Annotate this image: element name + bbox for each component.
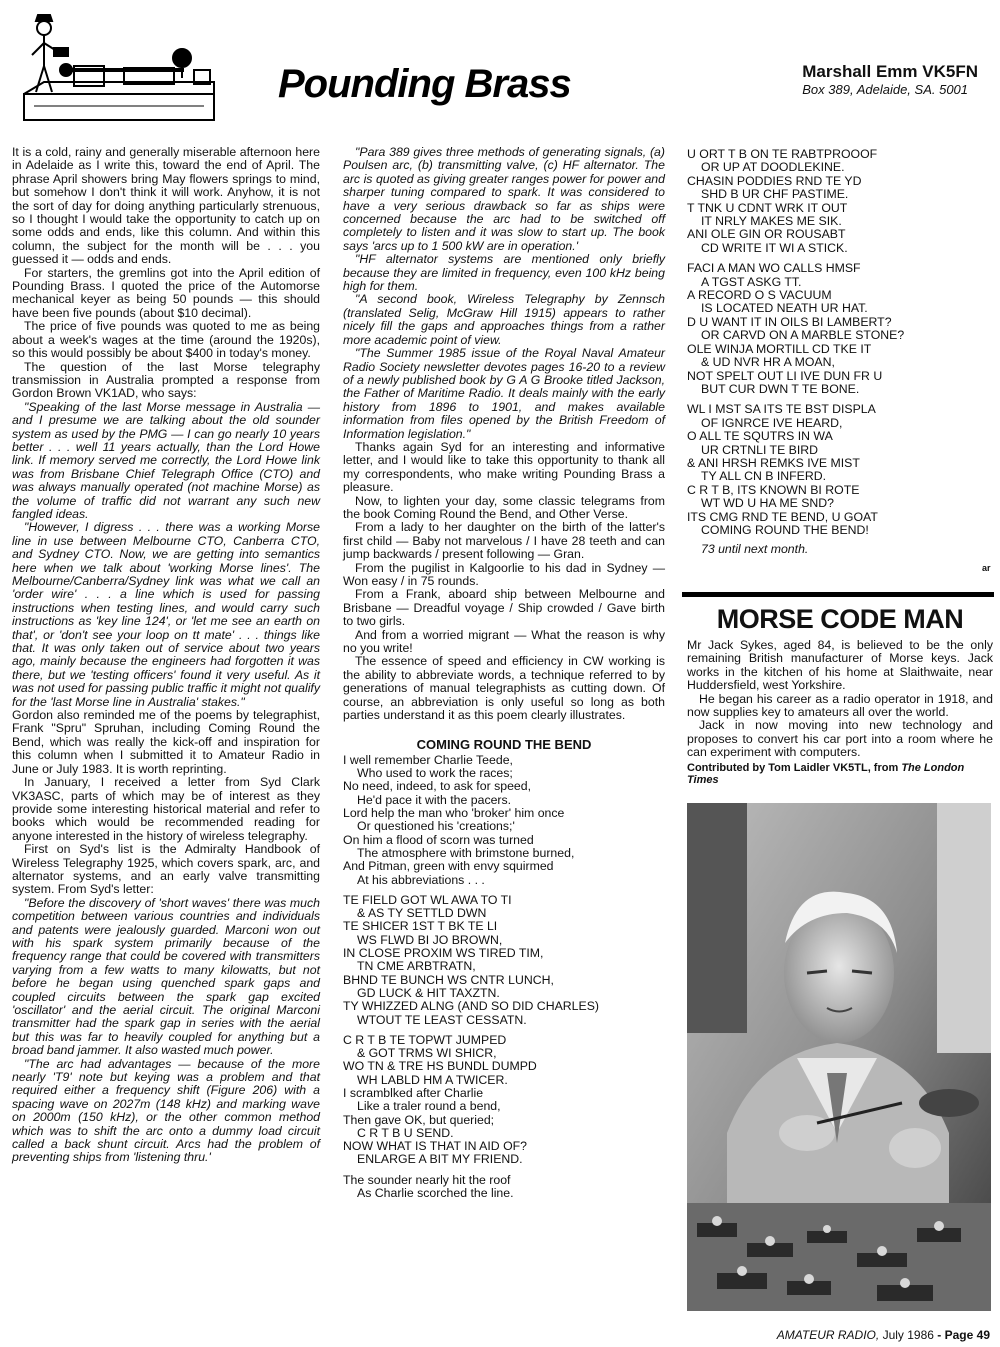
poem-line: TY ALL CN B INFERD. (701, 469, 827, 484)
page-footer: AMATEUR RADIO, July 1986 - Page 49 (776, 1328, 990, 1342)
paragraph: In January, I received a letter from Syd Clark VK3ASC, parts of which may be of interest as they provide some interesting historical material and refer to books which would be recommended reading for anyone interested in the history of wireless telegraphy. (12, 775, 320, 843)
poem-line: TE FIELD GOT WL AWA TO TI (343, 892, 512, 907)
poem-continued (687, 148, 993, 537)
paragraph: And from a worried migrant — What the reason is why no you write! (343, 627, 665, 656)
paragraph: For starters, the gremlins got into the April edition of Pounding Brass. I quoted the price of the Automorse mechanical keyer as being 50 pounds — this should have been five pounds (about $10 decimal). (12, 265, 320, 320)
poem-line: A RECORD O S VACUUM (687, 288, 832, 303)
poem-line: TE SHICER 1ST T BK TE LI (343, 919, 498, 934)
poem-line: NOW WHAT IS THAT IN AID OF? (343, 1139, 528, 1154)
paragraph: The essence of speed and efficiency in CW working is the ability to abbreviate words, a technique referred to by generations of manual telegraphists as cutting down. Of course, an abbreviation is only useful so long as both parties understand it as this poem clearly illustrates. (343, 654, 665, 723)
poem-line: GD LUCK & HIT TAXZTN. (357, 985, 500, 1000)
poem-line: OLE WINJA MORTILL CD TKE IT (687, 341, 872, 356)
poem-line: And Pitman, green with envy squirmed (343, 859, 554, 874)
poem-line: & ANI HRSH REMKS IVE MIST (687, 455, 860, 470)
poem-line: I well remember Charlie Teede, (343, 752, 513, 767)
poem-line: On him a flood of scorn was turned (343, 832, 534, 847)
poem-line: ANI OLE GIN OR ROUSABT (687, 227, 846, 242)
poem-line: I scramblked after Charlie (343, 1086, 484, 1100)
poem-line: Or questioned his 'creations;' (357, 819, 515, 834)
paragraph: He began his career as a radio operator in 1918, and now supplies key to amateurs all over the world. (687, 691, 993, 720)
quote-paragraph: "The arc had advantages — because of the more nearly 'T9' note but keying was a problem and that required either a frequency shift (Figure 206) with a spacing wave on 2027m (148 kHz) and marking wave on 2000m (150 kHz), or the other common method which was to shift the arc onto a dummy load circuit called a back shunt circuit. Arcs had the problem of preventing ships from 'listening thru.' (12, 1056, 320, 1165)
poem-line: The atmosphere with brimstone burned, (357, 845, 575, 860)
poem-line: ITS CMG RND TE BEND, U GOAT (687, 509, 878, 524)
poem-line: WS FLWD BI JO BROWN, (357, 932, 503, 947)
poem-line: U ORT T B ON TE RABTPROOOF (687, 147, 878, 161)
quote-paragraph: "A second book, Wireless Telegraphy by Zennsch (translated Selig, McGraw Hill 1915) appears to rather nicely fill the gaps and approaches things from a rather more academic point of view. (343, 292, 665, 347)
author-name: Marshall Emm VK5FN (802, 62, 978, 81)
poem-line: WT WD U HA ME SND? (701, 496, 834, 511)
poem-line: C R T B TE TOPWT JUMPED (343, 1032, 507, 1047)
credit-text: Contributed by Tom Laidler VK5TL, from (687, 761, 899, 774)
poem-title: COMING ROUND THE BEND (416, 737, 592, 753)
poem-line: C R T B U SEND. (357, 1125, 454, 1140)
poem-line: CHASIN PODDIES RND TE YD (687, 173, 862, 188)
quote-paragraph: "Before the discovery of 'short waves' there was much competition between various countries and individuals and patents were jealously guarded. Marconi won out with his spark system primarily because of the frequency range that could be covered with transmitters varying from a few watts to many kilowatts, but not before he began using quenched spark gaps and coupled circuits between the spark gap excited 'oscillator' and the aerial circuit. The original Marconi transmitter had the spark gap in series with the aerial but this was far to heavily coupled for anything but a broad band jammer. It also wasted much power. (12, 895, 320, 1058)
poem-line: ENLARGE A BIT MY FRIEND. (357, 1152, 523, 1167)
quote-paragraph: "The Summer 1985 issue of the Royal Naval Amateur Radio Society newsletter devotes pages 16-20 to a review of a newly published book by G A G Brooke titled Jackson, the Father of Maritime Radio. It deals mainly with the early history from 1896 to 1901, and makes available information from files opened by the British Freedom of Information legislation." (343, 346, 665, 441)
author-address: Box 389, Adelaide, SA. 5001 (802, 82, 969, 97)
publication-name: AMATEUR RADIO, (776, 1328, 880, 1342)
paragraph: The price of five pounds was quoted to me as being about a week's wages at the time (around the 1920s), so this would possibly be about $400 in today's money. (12, 319, 320, 361)
poem-line: NOT SPELT OUT LI IVE DUN FR U (687, 368, 883, 383)
quote-paragraph: "Para 389 gives three methods of generating signals, (a) Poulsen arc, (b) transmitting valve, (c) HF alternator. The arc is quoted as giving greater ranges power for power and sharper tuning compared to spark. It was considered to have a very serious drawback so far as ships were concerned because the arc had to be switched off completely to listen and it was slow to start up. The book says 'arcs up to 1 500 kW are in operation.' (343, 145, 665, 253)
poem-line: O ALL TE SQUTRS IN WA (687, 429, 833, 444)
poem-line: No need, indeed, to ask for speed, (343, 779, 531, 794)
poem-line: UR CRTNLI TE BIRD (701, 442, 819, 457)
poem-line: OR CARVD ON A MARBLE STONE? (701, 328, 905, 343)
poem-line: TY WHIZZED ALNG (AND SO DID CHARLES) (343, 999, 599, 1014)
page-number: Page 49 (944, 1328, 990, 1342)
poem-line: OR UP AT DOODLEKINE. (701, 160, 845, 175)
poem-line: & AS TY SETTLD DWN (357, 906, 487, 921)
poem-line: IS LOCATED NEATH UR HAT. (701, 301, 868, 316)
poem-line: Lord help the man who 'broker' him once (343, 806, 565, 821)
paragraph: From a Frank, aboard ship between Melbourne and Brisbane — Dreadful voyage / Ship crowded / Gave birth to two girls. (343, 587, 665, 629)
poem-line: BUT CUR DWN T TE BONE. (701, 381, 860, 396)
paragraph: Thanks again Syd for an interesting and informative letter, and I would like to take this opportunity to thank all my correspondents, who make writing Pounding Brass a pleasure. (343, 439, 665, 495)
poem-line: CD WRITE IT WI A STICK. (701, 240, 848, 255)
paragraph: It is a cold, rainy and generally miserable afternoon here in Adelaide as I write this, toward the end of April. The phrase April showers bring May flowers springs to mind, but somehow I don't think it will work. Anyhow, it is not the sort of day for doing anything particularly strenuous, so I thought I would take the opportunity to catch up on some odds and ends, like this column. And within this column, the subject for the month will be . . . you guessed it — odds and ends. (12, 145, 320, 267)
paragraph: From the pugilist in Kalgoorlie to his dad in Sydney — Won easy / in 75 rounds. (343, 560, 665, 588)
poem-line: Who used to work the races; (357, 766, 513, 781)
poem-line: IT NRLY MAKES ME SIK. (701, 214, 842, 229)
text-column-1 (12, 146, 320, 1165)
poem-line: T TNK U CDNT WRK IT OUT (687, 200, 848, 215)
paragraph: Now, to lighten your day, some classic telegrams from the book Coming Round the Bend, and Other Verse. (343, 493, 665, 521)
poem-line: & UD NVR HR A MOAN, (701, 355, 835, 370)
poem-line: SHD B UR CHF PASTIME. (701, 187, 849, 202)
poem-line: He'd pace it with the pacers. (357, 792, 512, 807)
poem-line: WTOUT TE LEAST CESSATN. (357, 1012, 527, 1027)
section-divider (682, 592, 994, 597)
paragraph: First on Syd's list is the Admiralty Handbook of Wireless Telegraphy 1925, which covers spark, arc, and alternator systems, and an early valve transmitting system. From Syd's letter: (12, 842, 320, 897)
poem-line: & GOT TRMS WI SHICR, (357, 1046, 497, 1061)
poem-line: C R T B, ITS KNOWN BI ROTE (687, 482, 860, 497)
poem-line: The sounder nearly hit the roof (343, 1172, 511, 1187)
paragraph: From a lady to her daughter on the birth of the latter's first child — Baby not marvelous / I have 28 teeth and can jump backwards / present following — Gran. (343, 520, 665, 562)
text-column-2 (343, 146, 665, 1200)
page-header (0, 0, 1000, 135)
telegraph-key-cartoon-logo (14, 8, 224, 128)
poem-line: As Charlie scorched the line. (357, 1186, 514, 1201)
article-heading: MORSE CODE MAN (716, 604, 964, 634)
poem-line: BHND TE BUNCH WS CNTR LUNCH, (343, 972, 554, 987)
photo-jack-sykes-at-work (687, 803, 991, 1311)
poem-line: COMING ROUND THE BEND! (701, 522, 869, 537)
poem (343, 754, 665, 1201)
author-byline (802, 62, 978, 97)
poem-line: Then gave OK, but queried; (343, 1112, 495, 1127)
poem-line: WL I MST SA ITS TE BST DISPLA (687, 402, 876, 417)
poem-line: FACI A MAN WO CALLS HMSF (687, 261, 861, 276)
issue-date: July 1986 (882, 1328, 934, 1342)
quote-paragraph: "Speaking of the last Morse message in Australia — and I presume we are talking about the old sounder system as used by the PMG — I can go nearly 10 years better . . . well 11 years actually, than the Lord Howe link. If memory served me correctly, the Lord Howe link was from Brisbane Chief Telegraph Office (CTO) and was always manually operated (not machine Morse) as the volume of traffic did not warrant any such new fangled ideas. (12, 399, 320, 521)
paragraph: The question of the last Morse telegraphy transmission in Australia prompted a response from Gordon Brown VK1AD, who says: (12, 359, 320, 401)
quote-paragraph: "HF alternator systems are mentioned only briefly because they are limited in frequency, even 100 kHz being high for them. (343, 252, 665, 294)
poem-line: TN CME ARBTRATN, (357, 959, 476, 974)
credit-source: The London Times (687, 761, 965, 786)
poem-line: WO TN & TRE HS BUNDL DUMPD (343, 1059, 537, 1074)
morse-code-man-article (687, 604, 993, 786)
text-column-3 (687, 148, 993, 557)
poem-line: D U WANT IT IN OILS BI LAMBERT? (687, 314, 892, 329)
end-mark: ar (982, 563, 991, 573)
paragraph: Mr Jack Sykes, aged 84, is believed to be the only remaining British manufacturer of Morse keys. Jack works in the kitchen of his home at Slaithwaite, near Huddersfield, west Yorkshire. (687, 638, 993, 693)
poem-line: At his abbreviations . . . (357, 872, 485, 887)
sign-off: 73 until next month. (701, 542, 809, 557)
poem-line: WH LABLD HM A TWICER. (357, 1072, 508, 1087)
article-credit (687, 762, 993, 786)
poem-line: OF IGNRCE IVE HEARD, (701, 415, 843, 430)
column-title: Pounding Brass (278, 62, 571, 106)
paragraph: Jack in now moving into new technology and proposes to convert his car port into a room where he can experiment with computers. (687, 718, 993, 760)
poem-line: A TGST ASKG TT. (701, 274, 802, 289)
paragraph: Gordon also reminded me of the poems by telegraphist, Frank "Spru" Spruhan, including Coming Round the Bend, which was really the kick-off and inspiration for this column when I submitted it to Amateur Radio in June or July 1983. It is worth reprinting. (12, 708, 320, 776)
quote-paragraph: "However, I digress . . . there was a working Morse line in use between Melbourne CTO, Canberra CTO, and Sydney CTO. Now, we are getting into semantics here when we talk about 'working Morse lines'. The Melbourne/Canberra/Sydney link was what we call an 'order wire' . . . a line which is used for passing instructions when testing lines, and would carry such instructions as 'key line 124', or 'let me see an earth on that', or 'don't see your loop on tt mate' . . . things like that. It was only taken out of service about two years ago, mainly because the engineers had forgotten it was there, but we 'testing officers' found it very useful. As it was not used for passing public traffic it might not qualify for the 'last Morse line in Australia' stakes." (12, 520, 320, 709)
poem-line: Like a traler round a bend, (357, 1099, 501, 1114)
poem-line: IN CLOSE PROXIM WS TIRED TIM, (343, 946, 544, 961)
